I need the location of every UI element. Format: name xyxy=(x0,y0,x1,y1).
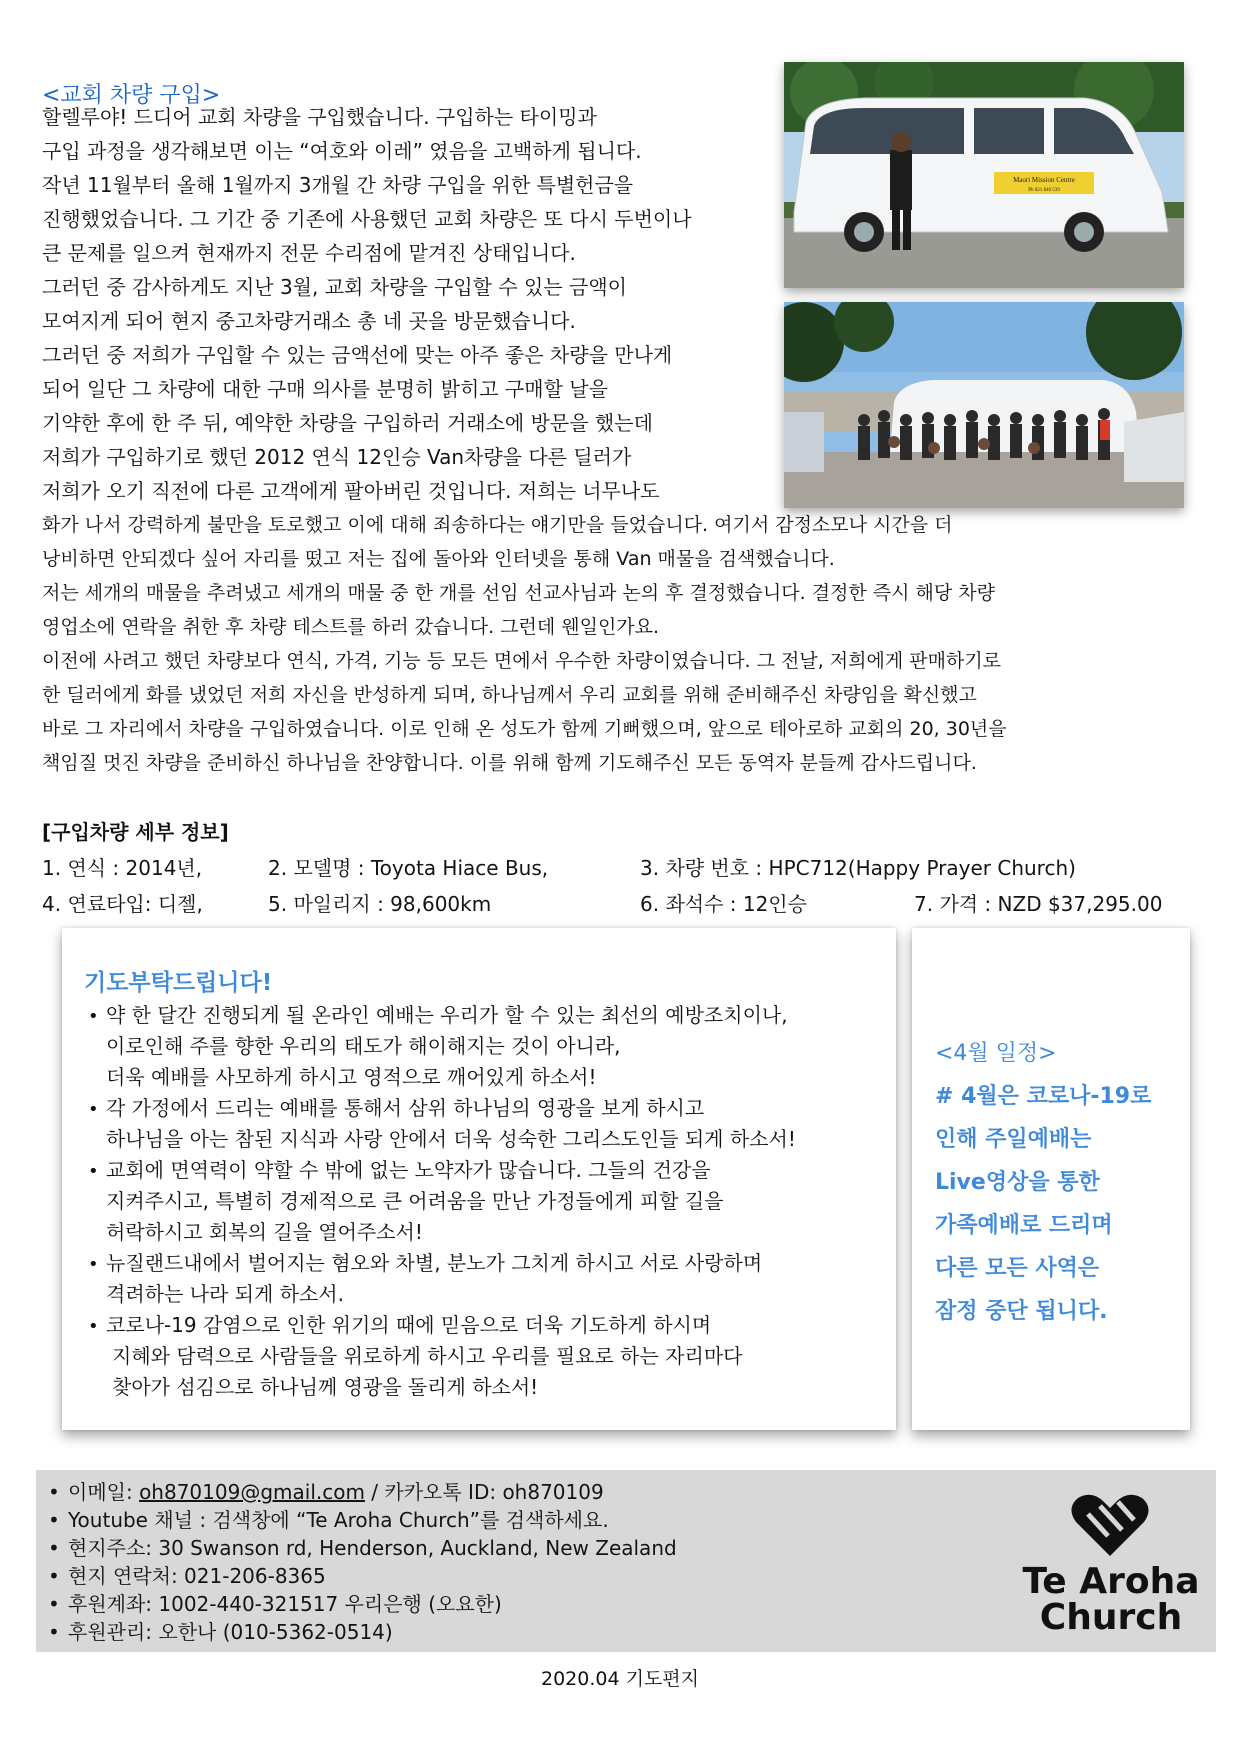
heart-logo-icon xyxy=(1070,1492,1150,1558)
bullet-dot: • xyxy=(88,1161,99,1182)
bullet-dot: • xyxy=(88,1316,99,1337)
article-line: 낭비하면 안되겠다 싶어 자리를 떴고 저는 집에 돌아와 인터넷을 통해 Van 매물을 검색했습니다. xyxy=(42,548,835,570)
article-line: 되어 일단 그 차량에 대한 구매 의사를 분명히 밝히고 구매할 날을 xyxy=(42,377,608,401)
article-line: 한 딜러에게 화를 냈었던 저희 자신을 반성하게 되며, 하나님께서 우리 교회를 위해 준비해주신 차량임을 확신했고 xyxy=(42,684,977,706)
article-line: 그러던 중 감사하게도 지난 3월, 교회 차량을 구입할 수 있는 금액이 xyxy=(42,275,627,299)
kakao-id: / 카카오톡 ID: oh870109 xyxy=(364,1480,604,1504)
email-label: 이메일: xyxy=(68,1480,140,1504)
footer-manager-row: • 후원관리: 오한나 (010-5362-0514) xyxy=(48,1620,393,1644)
article-line: 영업소에 연락을 취한 후 차량 테스트를 하러 갔습니다. 그런데 웬일인가요. xyxy=(42,616,660,638)
schedule-line: 잠정 중단 됩니다. xyxy=(935,1299,1108,1324)
article-line: 진행했었습니다. 그 기간 중 기존에 사용했던 교회 차량은 또 다시 두번이나 xyxy=(42,207,692,231)
detail-item: 1. 연식 : 2014년, xyxy=(42,856,203,880)
youtube-text: Youtube 채널 : 검색창에 “Te Aroha Church”를 검색하세요. xyxy=(68,1508,609,1532)
logo-text-line2: Church xyxy=(1039,1597,1183,1638)
detail-item: 7. 가격 : NZD $37,295.00 xyxy=(914,892,1163,916)
schedule-title: <4월 일정> xyxy=(935,1041,1057,1066)
prayer-line: 더욱 예배를 사모하게 하시고 영적으로 깨어있게 하소서! xyxy=(106,1065,597,1089)
prayer-title: 기도부탁드립니다! xyxy=(84,970,273,996)
footer-account-row: • 후원계좌: 1002-440-321517 우리은행 (오요한) xyxy=(48,1592,502,1616)
article-line: 화가 나서 강력하게 불만을 토로했고 이에 대해 죄송하다는 얘기만을 들었습니다. 여기서 감정소모나 시간을 더 xyxy=(42,514,953,536)
footer-email-row: • 이메일: oh870109@gmail.com / 카카오톡 ID: oh870109 xyxy=(48,1480,604,1504)
prayer-line: 허락하시고 회복의 길을 열어주소서! xyxy=(106,1220,423,1244)
article-line: 저희가 구입하기로 했던 2012 연식 12인승 Van차량을 다른 딜러가 xyxy=(42,445,632,469)
schedule-line: # 4월은 코로나-19로 xyxy=(935,1084,1152,1109)
schedule-line: 가족예배로 드리며 xyxy=(935,1213,1113,1238)
contact-footer xyxy=(36,1470,1216,1652)
bullet-dot: • xyxy=(88,1254,99,1275)
prayer-line: 격려하는 나라 되게 하소서. xyxy=(106,1282,344,1306)
prayer-line: 하나님을 아는 참된 지식과 사랑 안에서 더욱 성숙한 그리스도인들 되게 하소서! xyxy=(106,1127,796,1151)
detail-item: 2. 모델명 : Toyota Hiace Bus, xyxy=(268,856,549,880)
van-sign-text: Maori Mission Centre xyxy=(1013,176,1075,184)
details-title: [구입차량 세부 정보] xyxy=(42,820,229,844)
article-line: 구입 과정을 생각해보면 이는 “여호와 이레” 였음을 고백하게 됩니다. xyxy=(42,139,642,163)
schedule-line: Live영상을 통한 xyxy=(935,1170,1100,1195)
article-line: 모여지게 되어 현지 중고차량거래소 총 네 곳을 방문했습니다. xyxy=(42,309,576,333)
article-line: 큰 문제를 일으켜 현재까지 전문 수리점에 맡겨진 상태입니다. xyxy=(42,241,576,265)
article-line: 저는 세개의 매물을 추려냈고 세개의 매물 중 한 개를 선임 선교사님과 논의 후 결정했습니다. 결정한 즉시 해당 차량 xyxy=(42,582,995,604)
footer-youtube-row: • Youtube 채널 : 검색창에 “Te Aroha Church”를 검색하세요. xyxy=(48,1508,609,1532)
detail-item: 5. 마일리지 : 98,600km xyxy=(268,892,492,916)
detail-item: 6. 좌석수 : 12인승 xyxy=(640,892,807,916)
article-line: 작년 11월부터 올해 1월까지 3개월 간 차량 구입을 위한 특별헌금을 xyxy=(42,173,634,197)
article-line: 그러던 중 저희가 구입할 수 있는 금액선에 맞는 아주 좋은 차량을 만나게 xyxy=(42,343,673,367)
email-link[interactable]: oh870109@gmail.com xyxy=(139,1480,365,1504)
article-line: 바로 그 자리에서 차량을 구입하였습니다. 이로 인해 온 성도가 함께 기뻐했으며, 앞으로 테아로하 교회의 20, 30년을 xyxy=(42,718,1007,740)
article-line: 저희가 오기 직전에 다른 고객에게 팔아버린 것입니다. 저희는 너무나도 xyxy=(42,479,660,503)
prayer-line: 각 가정에서 드리는 예배를 통해서 삼위 하나님의 영광을 보게 하시고 xyxy=(106,1096,705,1120)
footer-phone-row: • 현지 연락처: 021-206-8365 xyxy=(48,1564,326,1588)
manager-text: 후원관리: 오한나 (010-5362-0514) xyxy=(68,1620,393,1644)
prayer-line: 지켜주시고, 특별히 경제적으로 큰 어려움을 만난 가정들에게 피할 길을 xyxy=(106,1189,724,1213)
prayer-line: 찾아가 섬김으로 하나님께 영광을 돌리게 하소서! xyxy=(112,1375,539,1399)
phone-text: 현지 연락처: 021-206-8365 xyxy=(68,1564,326,1588)
van-sign-phone: Ph 021 840 539 xyxy=(1028,188,1060,193)
article-line: 할렐루야! 드디어 교회 차량을 구입했습니다. 구입하는 타이밍과 xyxy=(42,105,597,129)
detail-item: 3. 차량 번호 : HPC712(Happy Prayer Church) xyxy=(640,856,1076,880)
article-heading: <교회 차량 구입> xyxy=(42,83,221,108)
bullet-dot: • xyxy=(88,1099,99,1120)
logo-text-line1: Te Aroha xyxy=(1022,1561,1200,1602)
van-photo xyxy=(784,62,1184,288)
address-text: 현지주소: 30 Swanson rd, Henderson, Auckland, New Zealand xyxy=(68,1536,677,1560)
prayer-line: 약 한 달간 진행되게 될 온라인 예배는 우리가 할 수 있는 최선의 예방조치이나, xyxy=(106,1003,788,1027)
schedule-line: 다른 모든 사역은 xyxy=(935,1256,1100,1281)
footer-address-row: • 현지주소: 30 Swanson rd, Henderson, Auckland, New Zealand xyxy=(48,1536,677,1560)
detail-item: 4. 연료타입: 디젤, xyxy=(42,892,203,916)
prayer-line: 교회에 면역력이 약할 수 밖에 없는 노약자가 많습니다. 그들의 건강을 xyxy=(106,1158,711,1182)
account-text: 후원계좌: 1002-440-321517 우리은행 (오요한) xyxy=(68,1592,502,1616)
page-caption: 2020.04 기도편지 xyxy=(540,1668,700,1690)
prayer-line: 지혜와 담력으로 사람들을 위로하게 하시고 우리를 필요로 하는 자리마다 xyxy=(112,1344,743,1368)
article-line: 이전에 사려고 했던 차량보다 연식, 가격, 기능 등 모든 면에서 우수한 차량이였습니다. 그 전날, 저희에게 판매하기로 xyxy=(42,650,1002,672)
article-line: 책임질 멋진 차량을 준비하신 하나님을 찬양합니다. 이를 위해 함께 기도해주신 모든 동역자 분들께 감사드립니다. xyxy=(42,752,977,774)
prayer-line: 뉴질랜드내에서 벌어지는 혐오와 차별, 분노가 그치게 하시고 서로 사랑하며 xyxy=(106,1251,763,1275)
prayer-line: 코로나-19 감염으로 인한 위기의 때에 믿음으로 더욱 기도하게 하시며 xyxy=(106,1313,712,1337)
prayer-line: 이로인해 주를 향한 우리의 태도가 해이해지는 것이 아니라, xyxy=(106,1034,621,1058)
group-photo xyxy=(784,302,1184,508)
bullet-dot: • xyxy=(88,1006,99,1027)
article-line: 기약한 후에 한 주 뒤, 예약한 차량을 구입하러 거래소에 방문을 했는데 xyxy=(42,411,653,435)
schedule-line: 인해 주일예배는 xyxy=(935,1127,1092,1152)
